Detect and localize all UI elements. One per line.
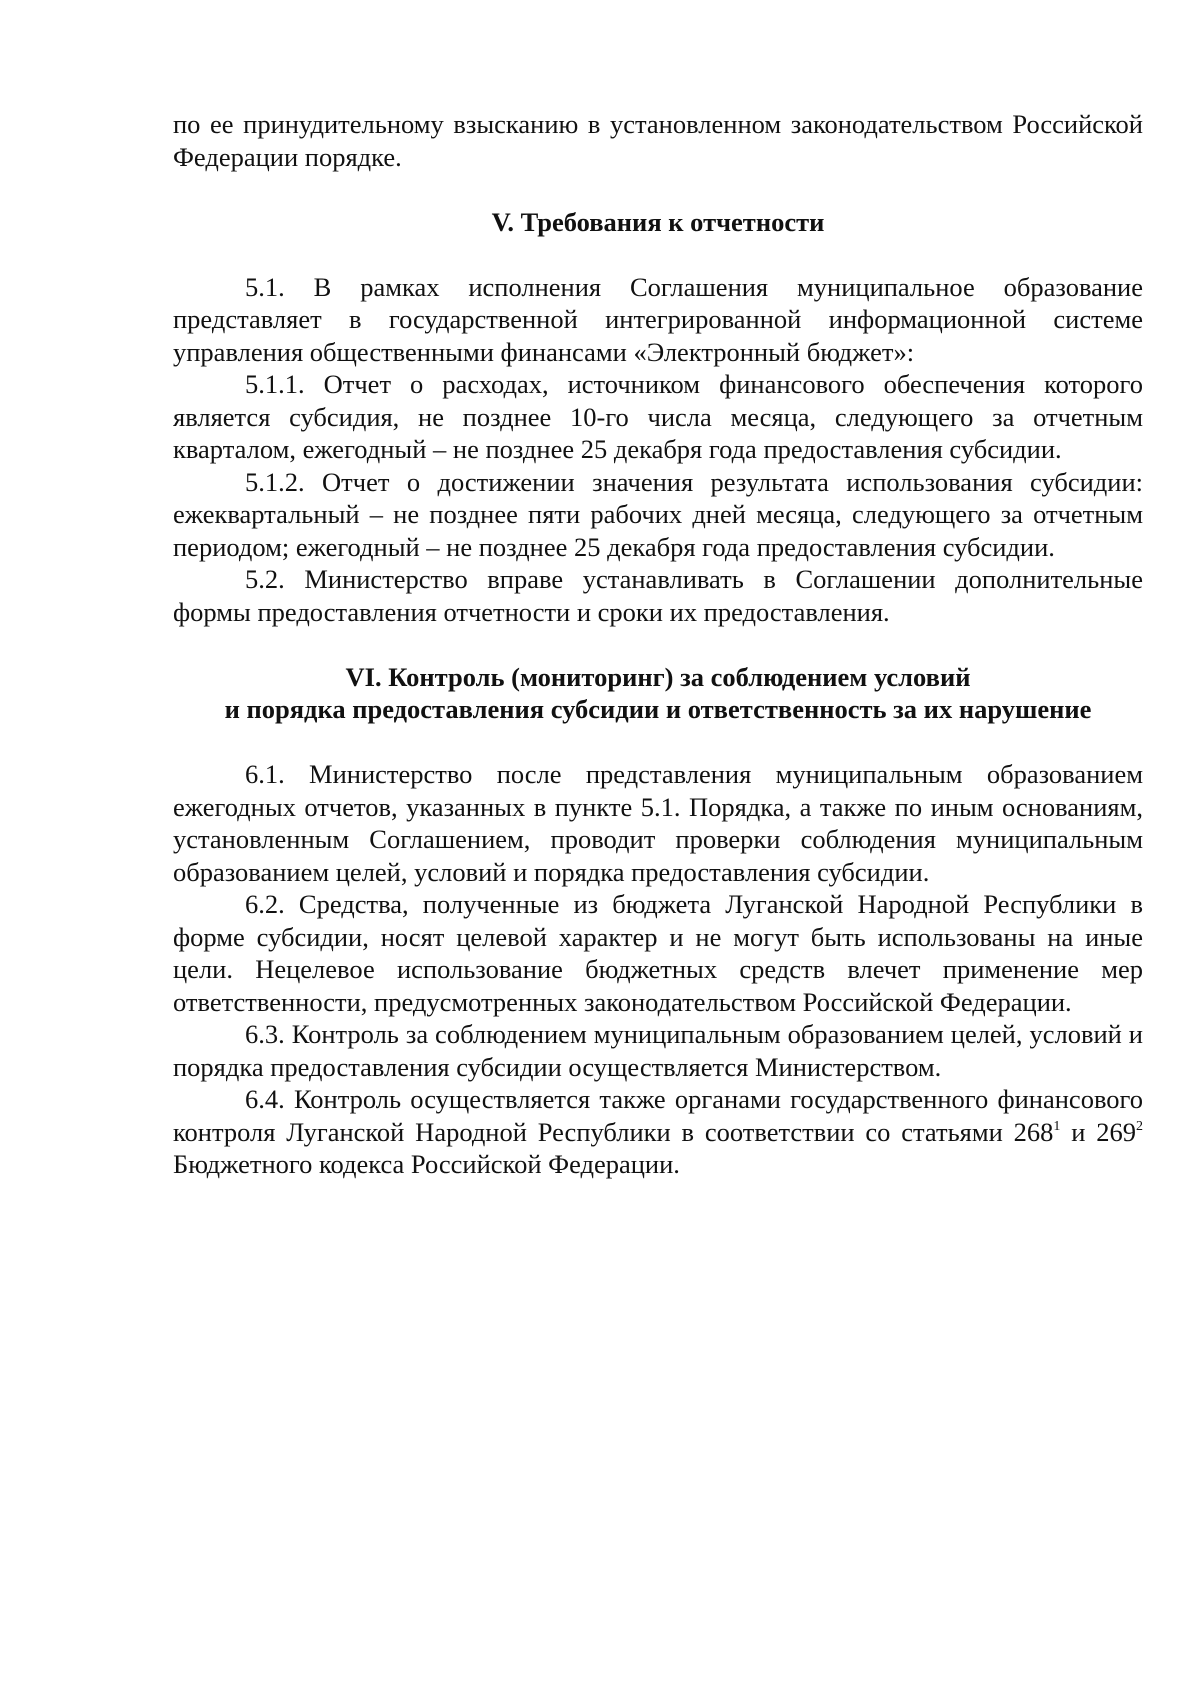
section-6-title-line-1: VI. Контроль (мониторинг) за соблюдением условий	[345, 661, 971, 692]
continuation-paragraph: по ее принудительному взысканию в установленном законодательством Российской Федерации порядке.	[173, 109, 1143, 172]
paragraph-6-1: 6.1. Министерство после представления муниципальным образованием ежегодных отчетов, указанных в пункте 5.1. Порядка, а также по иным основаниям, установленным Соглашением, проводит проверки соблюдения муниципальным образованием целей, условий и порядка предоставления субсидии.	[173, 759, 1143, 887]
superscript-1: 1	[1053, 1118, 1061, 1134]
section-6-title	[173, 661, 1143, 726]
spacer	[173, 173, 1143, 206]
section-6-title-line-2: и порядка предоставления субсидии и ответственность за их нарушение	[224, 694, 1092, 724]
paragraph-6-4	[173, 1083, 1143, 1181]
document-page	[173, 108, 1143, 1181]
paragraph-6-4-text-2: и 269	[1060, 1116, 1136, 1147]
superscript-2: 2	[1136, 1118, 1143, 1134]
paragraph-6-4-text-3: Бюджетного кодекса Российской Федерации.	[173, 1149, 680, 1179]
paragraph-5-2: 5.2. Министерство вправе устанавливать в Соглашении дополнительные формы предоставления отчетности и сроки их предоставления.	[173, 564, 1143, 627]
paragraph-5-1-1: 5.1.1. Отчет о расходах, источником финансового обеспечения которого является субсидия, не позднее 10-го числа месяца, следующего за отчетным кварталом, ежегодный – не позднее 25 декабря года предоставления субсидии.	[173, 369, 1143, 464]
spacer	[173, 726, 1143, 759]
paragraph-6-2: 6.2. Средства, полученные из бюджета Луганской Народной Республики в форме субсидии, носят целевой характер и не могут быть использованы на иные цели. Нецелевое использование бюджетных средств влечет применение мер ответственности, предусмотренных законодательством Российской Федерации.	[173, 889, 1143, 1017]
spacer	[173, 628, 1143, 661]
paragraph-6-3: 6.3. Контроль за соблюдением муниципальным образованием целей, условий и порядка предоставления субсидии осуществляется Министерством.	[173, 1019, 1143, 1082]
section-5-title: V. Требования к отчетности	[491, 206, 825, 237]
paragraph-6-4-text-1: 6.4. Контроль осуществляется также органами государственного финансового контроля Луганской Народной Республики в соответствии со статьями 268	[173, 1084, 1143, 1147]
spacer	[173, 238, 1143, 271]
paragraph-5-1-2: 5.1.2. Отчет о достижении значения результата использования субсидии: ежеквартальный – не позднее пяти рабочих дней месяца, следующего за отчетным периодом; ежегодный – не позднее 25 декабря года предоставления субсидии.	[173, 466, 1143, 562]
paragraph-5-1: 5.1. В рамках исполнения Соглашения муниципальное образование представляет в государственной интегрированной информационной системе управления общественными финансами «Электронный бюджет»:	[173, 271, 1143, 367]
